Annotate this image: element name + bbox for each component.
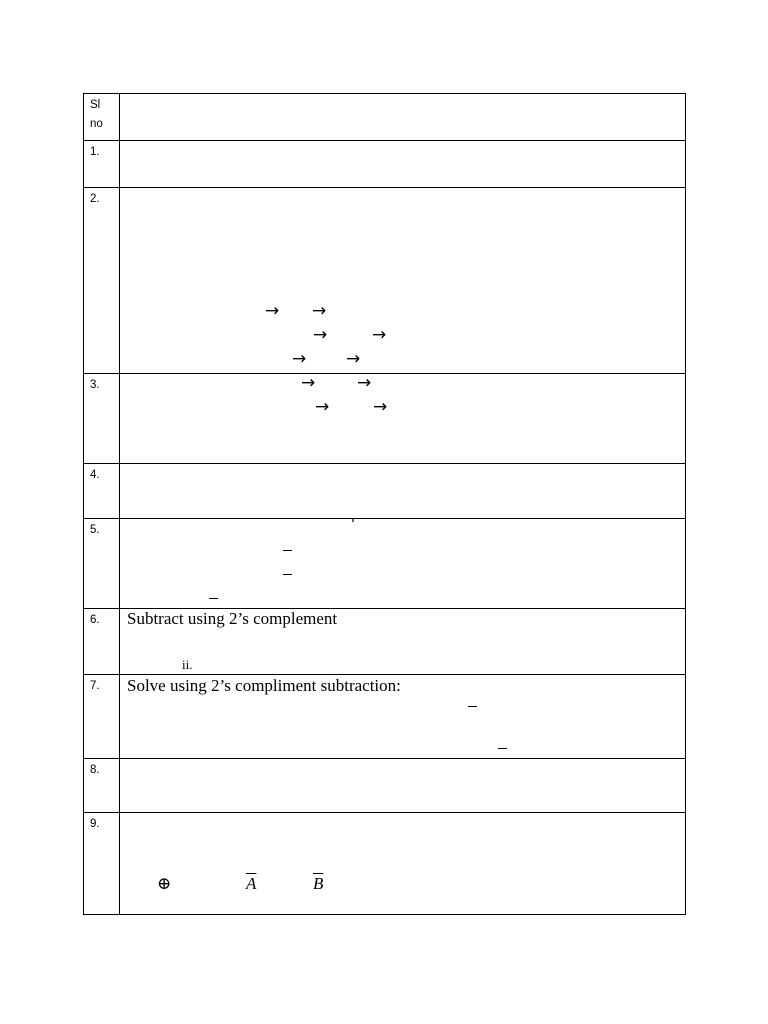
table-row [84,141,685,188]
a-bar-symbol: $\overline{A}$ [246,874,257,893]
right-arrow-icon: → [312,301,327,321]
text-fragment-mark [352,519,354,522]
overbar-mark [283,574,292,575]
b-bar-symbol: $\overline{B}$ [313,874,324,893]
right-arrow-icon: → [315,397,330,417]
question-text: Subtract using 2’s complement [127,609,338,628]
sub-item-label: ii. [182,657,193,672]
row-number: 4. [90,469,100,481]
right-arrow-icon: → [292,349,307,369]
row-number: 6. [90,614,100,626]
overbar-mark [498,748,507,749]
table-row [84,813,685,914]
table-row [84,609,685,675]
table-header-row [84,94,685,141]
row-number: 1. [90,146,100,158]
right-arrow-icon: → [265,301,280,321]
right-arrow-icon: → [357,373,372,393]
right-arrow-icon: → [301,373,316,393]
right-arrow-icon: → [372,325,387,345]
right-arrow-icon: → [346,349,361,369]
row-number: 5. [90,524,100,536]
question-table [83,93,686,915]
table-row [84,188,685,417]
row-number: 8. [90,764,100,776]
sl-no-header: Sl no [90,99,103,130]
table-row [84,675,685,759]
table-row [84,519,685,609]
right-arrow-icon: → [373,397,388,417]
question-text: Solve using 2’s compliment subtraction: [127,676,401,695]
overbar-mark [283,550,292,551]
table-row [84,464,685,519]
table-row [84,374,685,464]
row-number: 9. [90,818,100,830]
row-number: 2. [90,193,100,205]
row-number: 7. [90,680,100,692]
right-arrow-icon: → [313,325,328,345]
overbar-mark [468,706,477,707]
xor-symbol: ⊕ [157,874,172,894]
overbar-mark [209,598,218,599]
table-row [84,759,685,813]
row-number: 3. [90,379,100,391]
